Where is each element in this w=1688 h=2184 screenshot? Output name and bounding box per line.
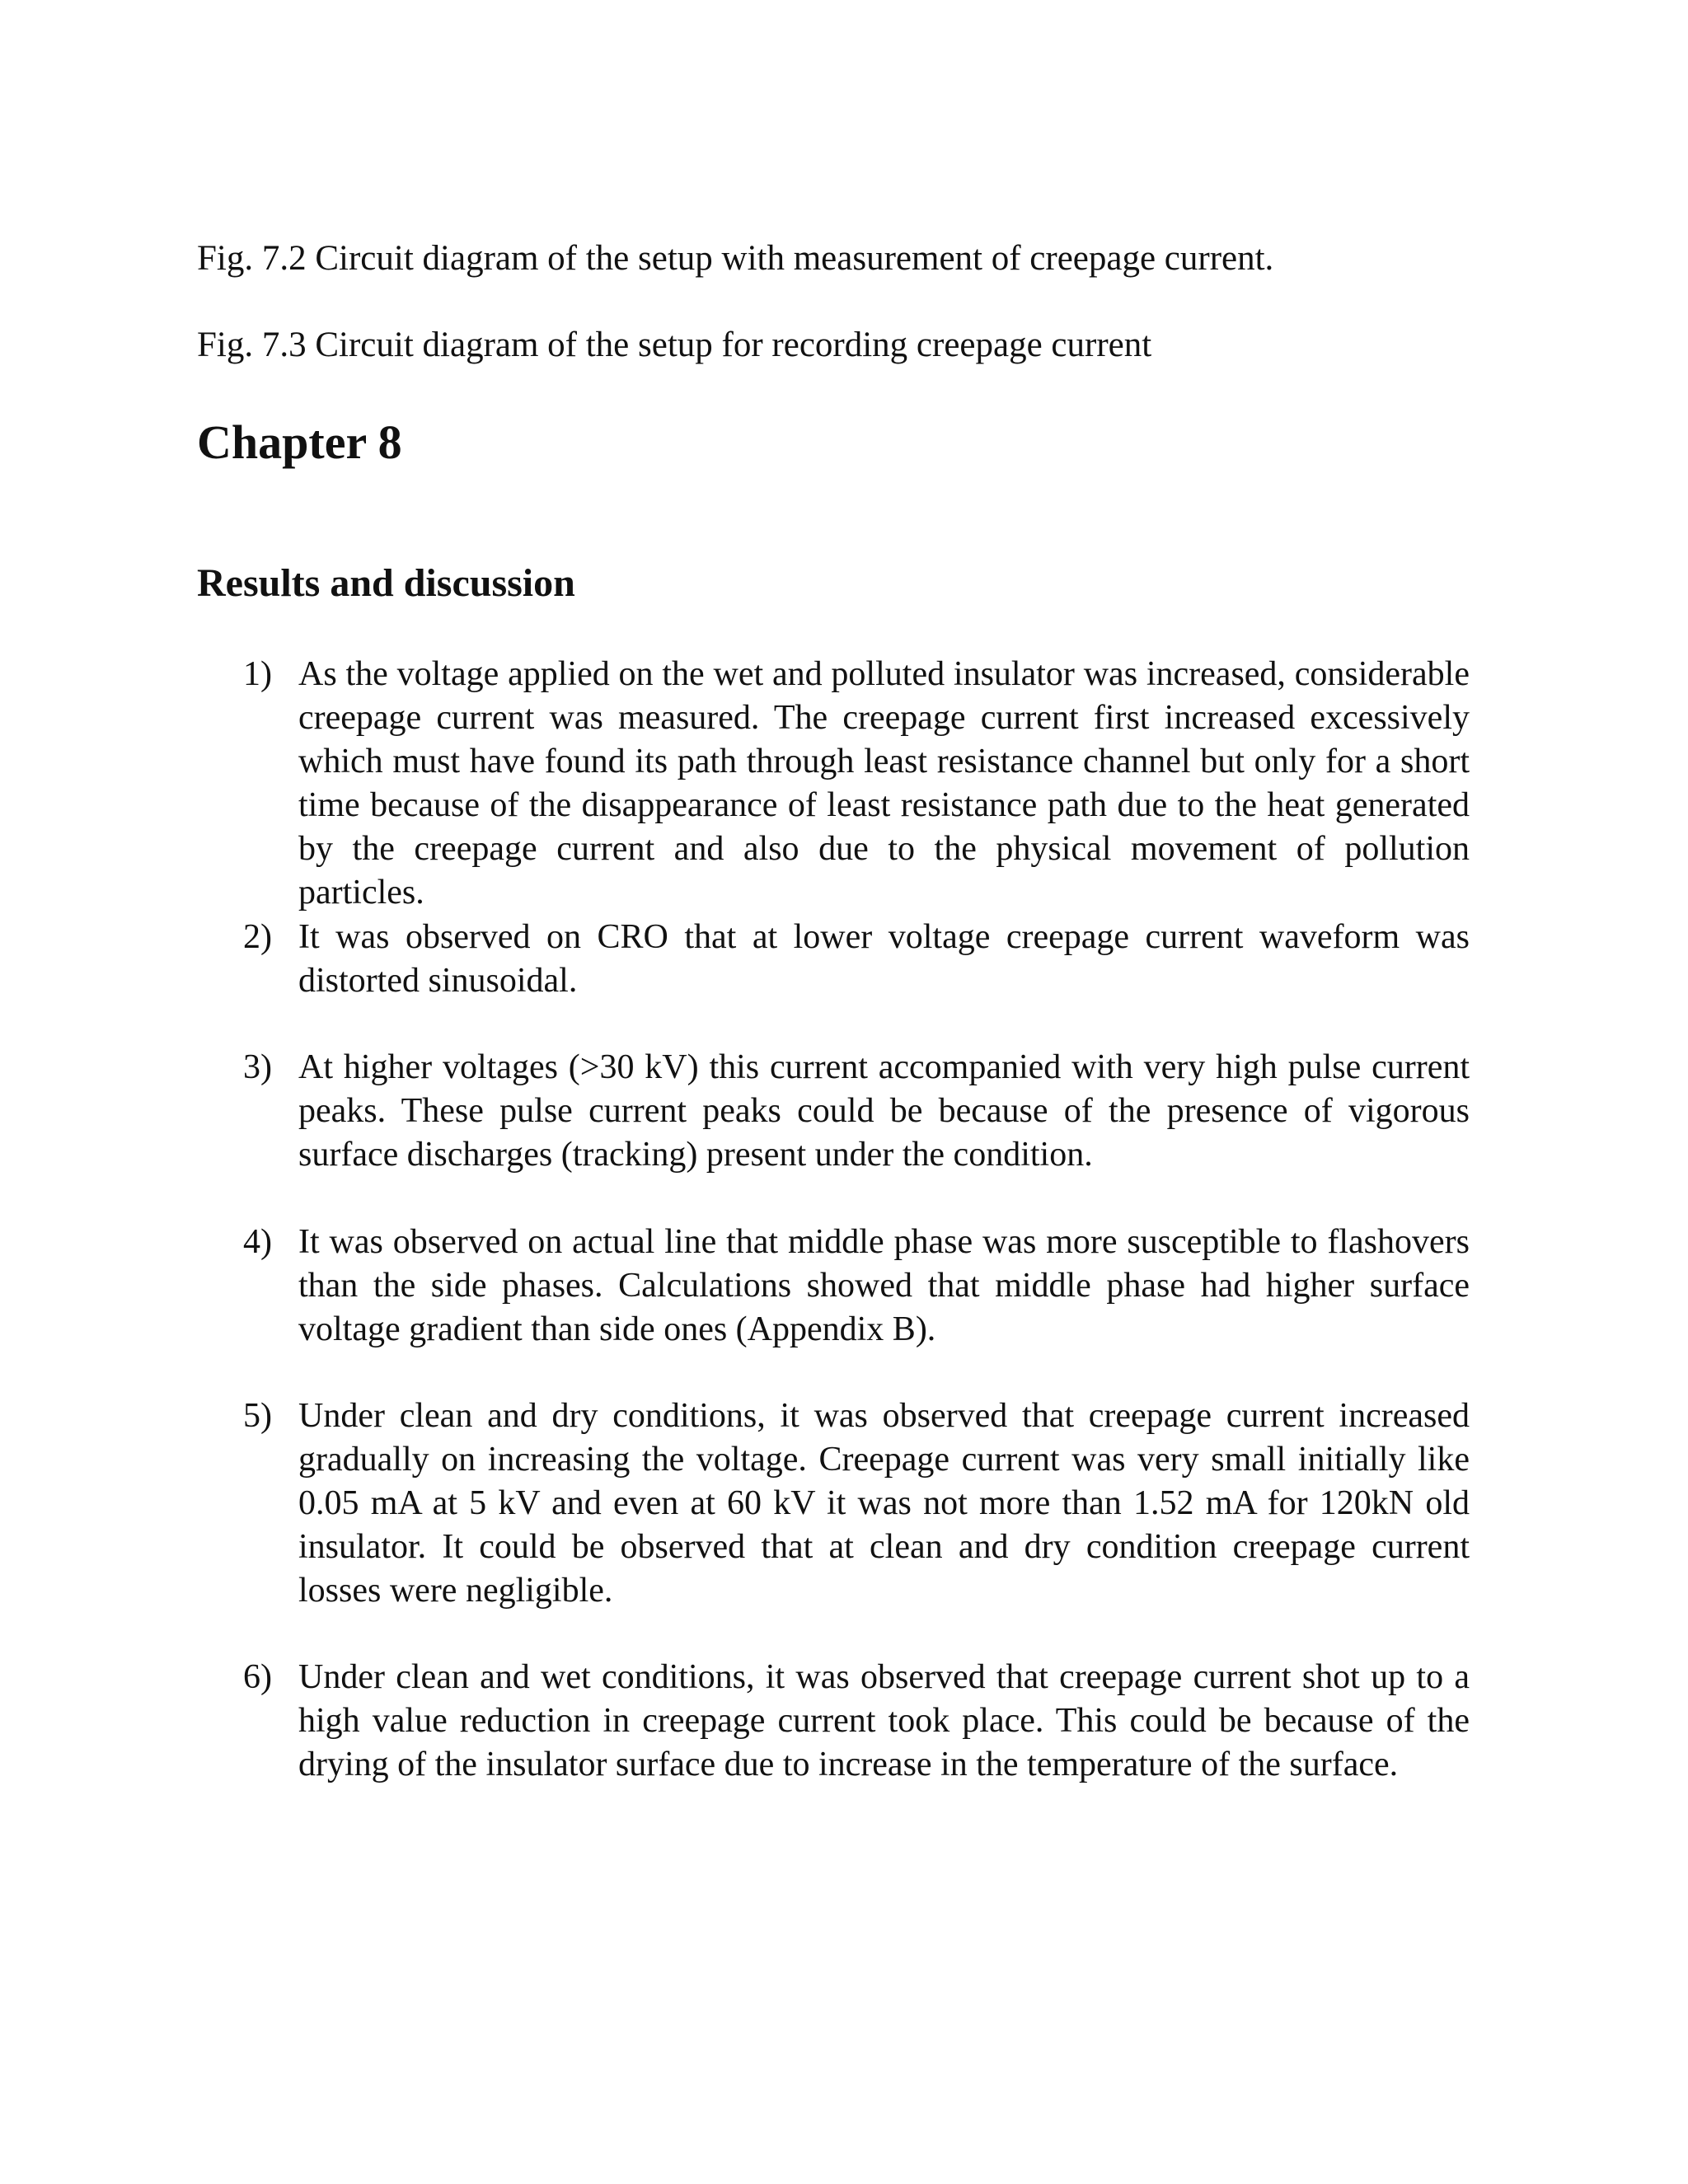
result-item-2	[243, 916, 1470, 1003]
result-number: 1)	[243, 655, 272, 693]
result-item-4	[243, 1221, 1470, 1352]
result-number: 3)	[243, 1048, 272, 1086]
result-text: At higher voltages (>30 kV) this current accompanied with very high pulse current peaks. These pulse current peaks could be because of the presence of vigorous surface discharges (tracking) present under the condition.	[298, 1048, 1470, 1174]
figure-caption-7-2: Fig. 7.2 Circuit diagram of the setup with measurement of creepage current.	[197, 239, 1274, 278]
result-item-6	[243, 1656, 1470, 1787]
section-title: Results and discussion	[197, 561, 575, 605]
chapter-title: Chapter 8	[197, 415, 402, 469]
result-number: 2)	[243, 918, 272, 956]
result-item-5	[243, 1394, 1470, 1613]
result-item-1	[243, 653, 1470, 915]
result-text: Under clean and wet conditions, it was observed that creepage current shot up to a high value reduction in creepage current took place. This could be because of the drying of the insulator surface due to increase in the temperature of the surface.	[298, 1658, 1470, 1783]
result-number: 6)	[243, 1658, 272, 1696]
result-text: As the voltage applied on the wet and polluted insulator was increased, considerable creepage current was measured. The creepage current first increased excessively which must have found its path through least resistance channel but only for a short time because of the disappearance of least resistance path due to the heat generated by the creepage current and also due to the physical movement of pollution particles.	[298, 655, 1470, 912]
result-text: It was observed on CRO that at lower voltage creepage current waveform was distorted sinusoidal.	[298, 918, 1470, 1000]
result-text: Under clean and dry conditions, it was observed that creepage current increased gradually on increasing the voltage. Creepage current was very small initially like 0.05 mA at 5 kV and even at 60 kV it was not more than 1.52 mA for 120kN old insulator. It could be observed that at clean and dry condition creepage current losses were negligible.	[298, 1397, 1470, 1610]
result-number: 4)	[243, 1223, 272, 1261]
figure-caption-7-3: Fig. 7.3 Circuit diagram of the setup for recording creepage current	[197, 326, 1152, 364]
result-number: 5)	[243, 1397, 272, 1435]
result-item-3	[243, 1046, 1470, 1177]
result-text: It was observed on actual line that middle phase was more susceptible to flashovers than the side phases. Calculations showed that middle phase had higher surface voltage gradient than side ones (Appendix B).	[298, 1223, 1470, 1348]
